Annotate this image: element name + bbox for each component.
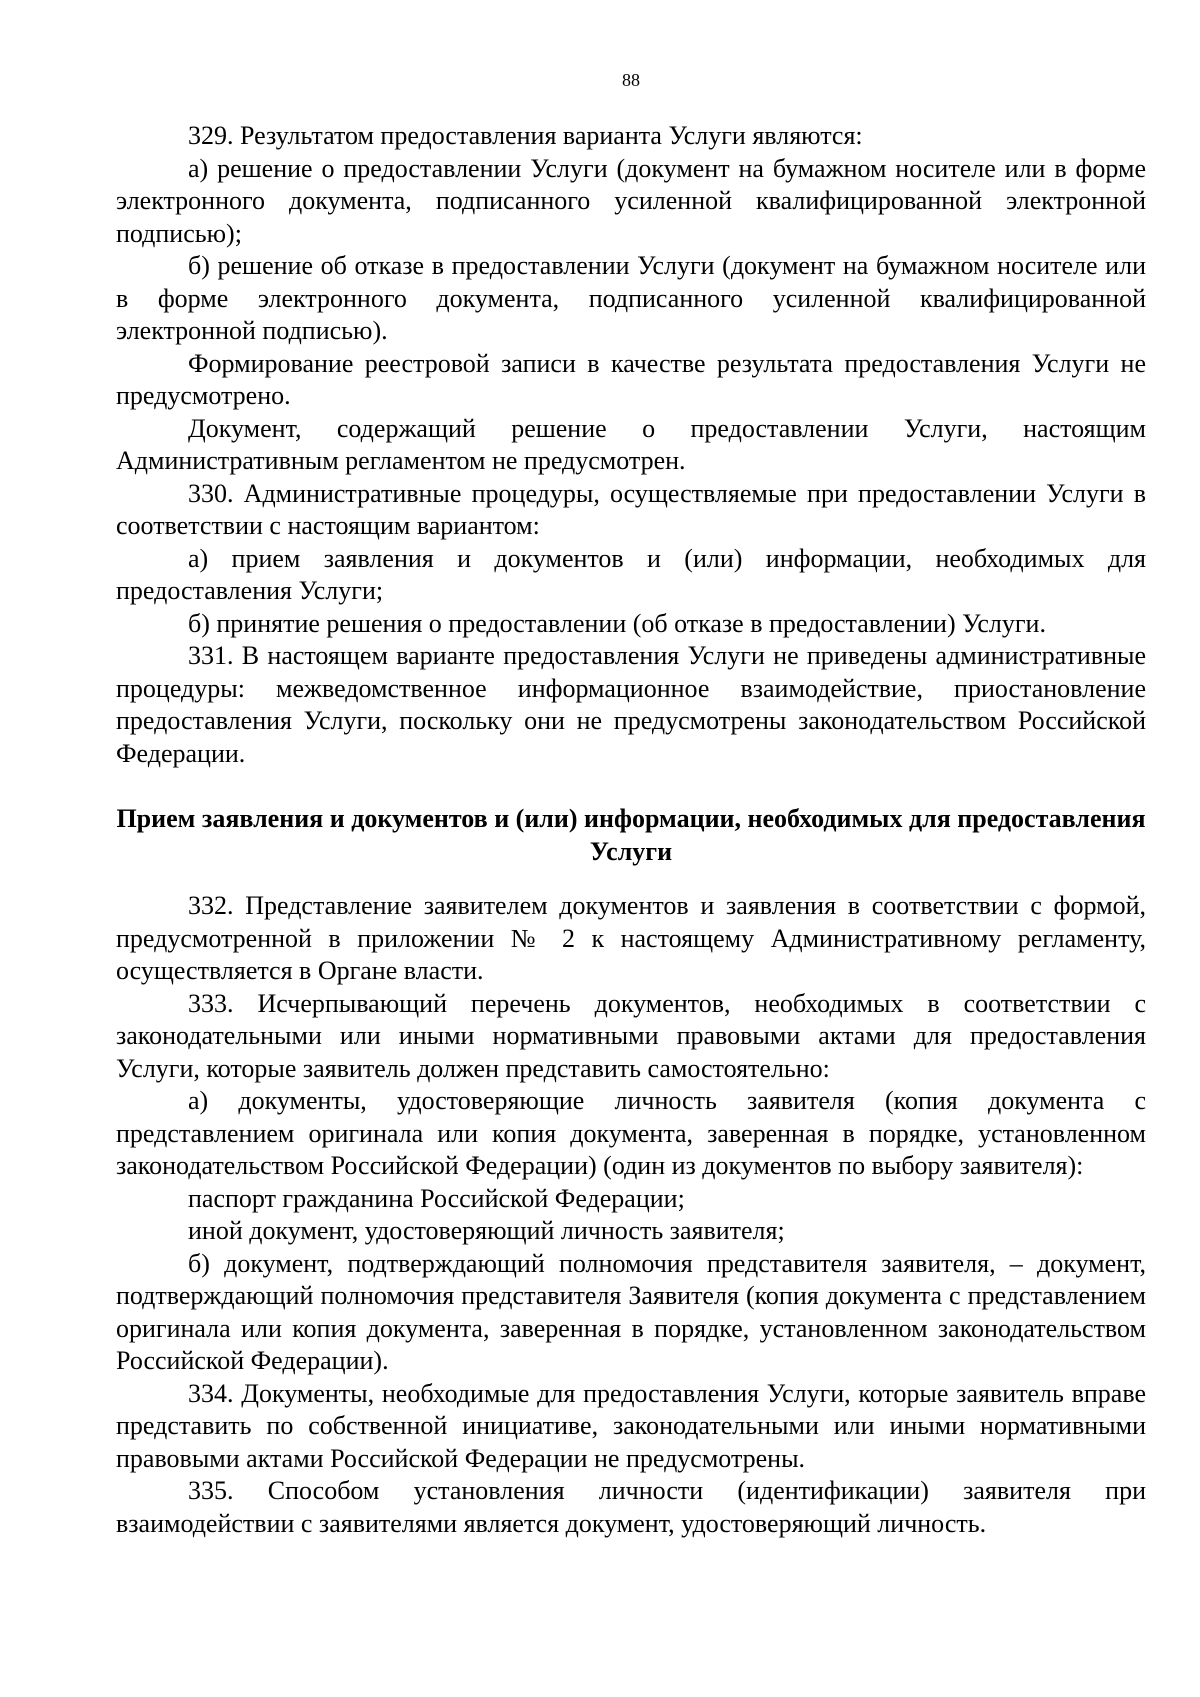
paragraph-registry-record: Формирование реестровой записи в качестве результата предоставления Услуги не предусмотрено. <box>116 348 1146 410</box>
paragraph-330: 330. Административные процедуры, осуществляемые при предоставлении Услуги в соответствии с настоящим вариантом: <box>116 478 1146 540</box>
paragraph-329: 329. Результатом предоставления варианта Услуги являются: <box>188 121 863 150</box>
paragraph-333-a: а) документы, удостоверяющие личность заявителя (копия документа с представлением оригинала или копия документа, заверенная в порядке, установленном законодательством Российской Федерации) (один из документов по выбору заявителя): <box>116 1086 1146 1180</box>
paragraph-331: 331. В настоящем варианте предоставления Услуги не приведены административные процедуры: межведомственное информационное взаимодействие, приостановление предоставления Услуги, поскольку они не предусмотрены законодательством Российской Федерации. <box>116 641 1146 768</box>
paragraph-330-a: а) прием заявления и документов и (или) информации, необходимых для предоставления Услуги; <box>116 543 1146 605</box>
paragraph-332: 332. Представление заявителем документов и заявления в соответствии с формой, предусмотренной в приложении № 2 к настоящему Административному регламенту, осуществляется в Органе власти. <box>116 891 1146 985</box>
paragraph-333-b: б) документ, подтверждающий полномочия представителя заявителя, – документ, подтверждающий полномочия представителя Заявителя (копия документа с представлением оригинала или копия документа, заверенная в порядке, установленном законодательством Российской Федерации). <box>116 1248 1146 1375</box>
paragraph-335: 335. Способом установления личности (идентификации) заявителя при взаимодействии с заявителями является документ, удостоверяющий личность. <box>116 1476 1146 1538</box>
list-item-passport: паспорт гражданина Российской Федерации; <box>188 1183 685 1213</box>
paragraph-334: 334. Документы, необходимые для предоставления Услуги, которые заявитель вправе представить по собственной инициативе, законодательными или иными нормативными правовыми актами Российской Федерации не предусмотрены. <box>116 1378 1146 1473</box>
section-heading: Прием заявления и документов и (или) информации, необходимых для предоставления Услуги <box>116 804 1146 866</box>
page-number: 88 <box>622 70 640 90</box>
paragraph-333: 333. Исчерпывающий перечень документов, необходимых в соответствии с законодательными или иными нормативными правовыми актами для предоставления Услуги, которые заявитель должен представить самостоятельно: <box>116 988 1146 1083</box>
paragraph-329-b: б) решение об отказе в предоставлении Услуги (документ на бумажном носителе или в форме электронного документа, подписанного усиленной квалифицированной электронной подписью). <box>116 251 1146 345</box>
paragraph-329-a: а) решение о предоставлении Услуги (документ на бумажном носителе или в форме электронного документа, подписанного усиленной квалифицированной электронной подписью); <box>116 153 1146 248</box>
paragraph-330-b: б) принятие решения о предоставлении (об отказе в предоставлении) Услуги. <box>188 608 1046 638</box>
paragraph-decision-document: Документ, содержащий решение о предоставлении Услуги, настоящим Административным регламентом не предусмотрен. <box>116 413 1146 475</box>
section-application-documents <box>116 890 1146 1540</box>
list-item-other-id: иной документ, удостоверяющий личность заявителя; <box>188 1216 785 1245</box>
section-result-and-procedures <box>116 120 1146 770</box>
